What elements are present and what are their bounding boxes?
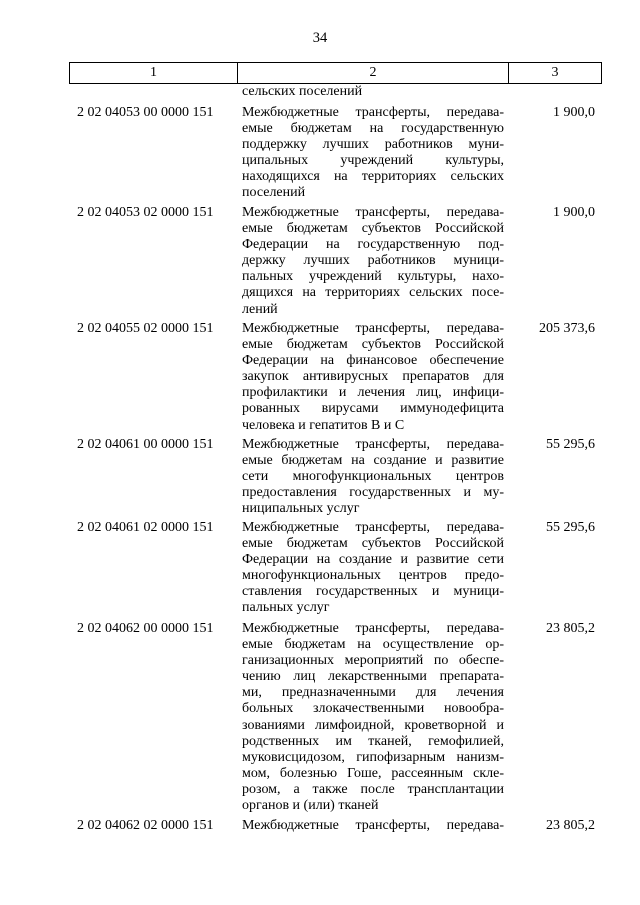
budget-code: 2 02 04053 00 0000 151 — [77, 105, 214, 120]
description-line: Межбюджетные трансферты, передава- — [242, 520, 504, 535]
row-description — [242, 321, 504, 434]
budget-code: 2 02 04062 00 0000 151 — [77, 621, 214, 636]
row-amount: 55 295,6 — [546, 520, 595, 535]
description-line: емые бюджетам субъектов Российской — [242, 221, 504, 237]
description-line: многофункциональных центров предо- — [242, 568, 504, 584]
description-line: держку лучших работников муници- — [242, 253, 504, 269]
description-line: органов и (или) тканей — [242, 798, 379, 814]
description-line: родственных им тканей, гемофилией, — [242, 733, 504, 749]
description-line: предоставления государственных и му- — [242, 485, 504, 501]
description-line: муковисцидозом, гипофизарным нанизм- — [242, 749, 504, 765]
row-amount: 23 805,2 — [546, 818, 595, 833]
description-line: зованиями лимфоидной, кроветворной и — [242, 717, 504, 733]
description-line: дящихся на территориях сельских посе- — [242, 285, 504, 301]
description-line: Межбюджетные трансферты, передава- — [242, 437, 504, 452]
description-line: мом, болезнью Гоше, рассеянным скле- — [242, 765, 504, 781]
description-line: ципальных учреждений культуры, — [242, 153, 504, 169]
row-description — [242, 520, 504, 617]
budget-code: 2 02 04055 02 0000 151 — [77, 321, 214, 336]
description-line: Межбюджетные трансферты, передава- — [242, 205, 504, 220]
description-line: чению лиц лекарственными препарата- — [242, 669, 504, 685]
row-amount: 205 373,6 — [539, 321, 595, 336]
description-line: поддержку лучших работников муни- — [242, 137, 504, 153]
column-header-2: 2 — [238, 63, 509, 84]
description-line: лений — [242, 301, 278, 317]
description-line: ниципальных услуг — [242, 501, 360, 517]
description-line: Межбюджетные трансферты, передава- — [242, 321, 504, 336]
description-line: емые бюджетам на создание и развитие — [242, 453, 504, 469]
description-line: больных злокачественными новообра- — [242, 701, 504, 717]
description-line: рованных вирусами иммунодефицита — [242, 401, 504, 417]
description-line: пальных учреждений культуры, нахо- — [242, 269, 504, 285]
row-description — [242, 621, 504, 814]
budget-code: 2 02 04061 00 0000 151 — [77, 437, 214, 452]
budget-code: 2 02 04061 02 0000 151 — [77, 520, 214, 535]
row-amount: 55 295,6 — [546, 437, 595, 452]
row-description — [242, 105, 504, 202]
description-line: емые бюджетам на осуществление ор- — [242, 637, 504, 653]
description-line: Федерации на финансовое обеспечение — [242, 353, 504, 369]
description-line: Межбюджетные трансферты, передава- — [242, 818, 504, 833]
description-line: находящихся на территориях сельских — [242, 169, 504, 185]
budget-code: 2 02 04062 02 0000 151 — [77, 818, 214, 833]
description-line: человека и гепатитов В и С — [242, 417, 405, 433]
description-line: емые бюджетам субъектов Российской — [242, 536, 504, 552]
description-line: Межбюджетные трансферты, передава- — [242, 621, 504, 636]
page-number: 34 — [312, 30, 328, 46]
row-amount: 1 900,0 — [553, 105, 595, 120]
column-header-1: 1 — [70, 63, 238, 84]
description-line: профилактики и лечения лиц, инфици- — [242, 385, 504, 401]
description-line: пальных услуг — [242, 600, 330, 616]
row-amount: 23 805,2 — [546, 621, 595, 636]
description-line: сети многофункциональных центров — [242, 469, 504, 485]
description-line: Межбюджетные трансферты, передава- — [242, 105, 504, 120]
table-header — [69, 62, 602, 84]
row-description — [242, 437, 504, 517]
description-line: ми, предназначенными для лечения — [242, 685, 504, 701]
description-line: ганизационных мероприятий по обеспе- — [242, 653, 504, 669]
description-line: поселений — [242, 185, 306, 201]
row-description — [242, 818, 504, 834]
continuation-text: сельских поселений — [242, 84, 363, 99]
description-line: ставления государственных и муници- — [242, 584, 504, 600]
description-line: Федерации на создание и развитие сети — [242, 552, 504, 568]
budget-code: 2 02 04053 02 0000 151 — [77, 205, 214, 220]
row-amount: 1 900,0 — [553, 205, 595, 220]
description-line: Федерации на государственную под- — [242, 237, 504, 253]
column-header-3: 3 — [509, 63, 602, 84]
description-line: закупок антивирусных препаратов для — [242, 369, 504, 385]
description-line: розом, а также после трансплантации — [242, 781, 504, 797]
description-line: емые бюджетам на государственную — [242, 121, 504, 137]
row-description — [242, 205, 504, 318]
description-line: емые бюджетам субъектов Российской — [242, 337, 504, 353]
